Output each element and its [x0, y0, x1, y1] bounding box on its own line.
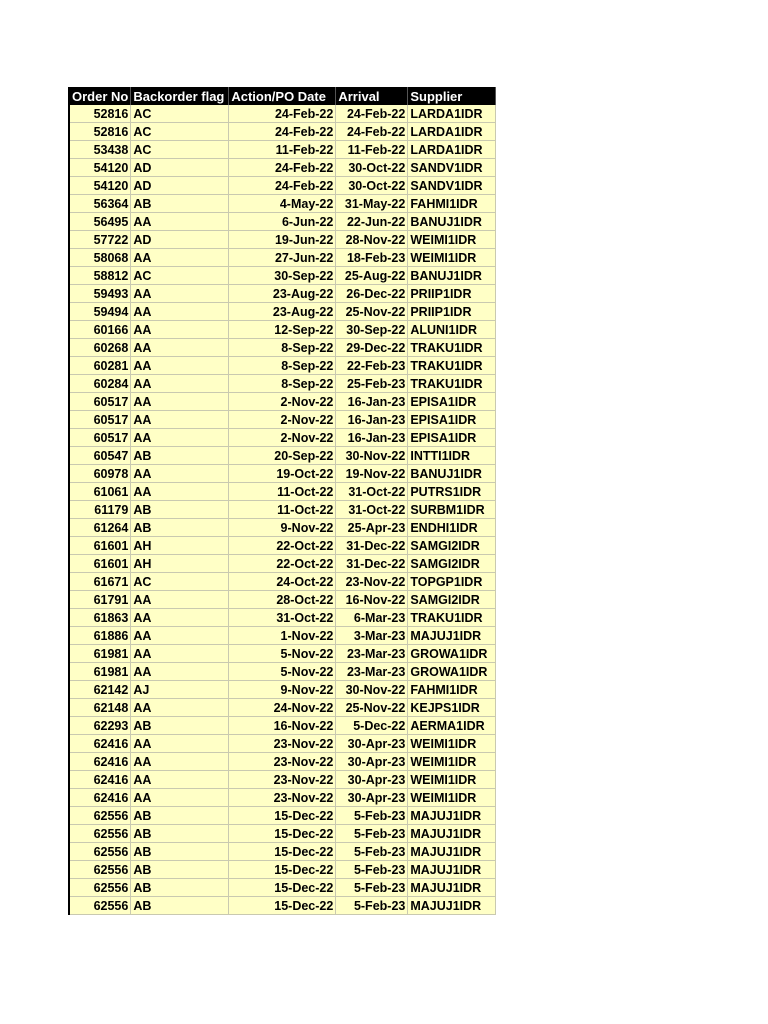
table-row [69, 321, 496, 339]
arrival-cell[interactable]: 31-Dec-22 [336, 555, 408, 573]
arrival-cell[interactable]: 31-Oct-22 [336, 501, 408, 519]
action-po-date-cell[interactable]: 2-Nov-22 [229, 411, 336, 429]
order-no-cell[interactable]: 60166 [69, 321, 131, 339]
arrival-cell[interactable]: 11-Feb-22 [336, 141, 408, 159]
supplier-cell[interactable]: TRAKU1IDR [408, 339, 496, 357]
table-row [69, 537, 496, 555]
backorder-flag-cell[interactable]: AA [131, 249, 229, 267]
backorder-flag-cell[interactable]: AC [131, 105, 229, 123]
action-po-date-cell[interactable]: 6-Jun-22 [229, 213, 336, 231]
table-row [69, 861, 496, 879]
action-po-date-cell[interactable]: 23-Nov-22 [229, 753, 336, 771]
header-row [69, 87, 496, 105]
backorder-flag-cell[interactable]: AA [131, 483, 229, 501]
order-no-cell[interactable]: 62416 [69, 735, 131, 753]
arrival-cell[interactable]: 30-Apr-23 [336, 753, 408, 771]
arrival-cell[interactable]: 23-Mar-23 [336, 645, 408, 663]
supplier-cell[interactable]: EPISA1IDR [408, 393, 496, 411]
action-po-date-cell[interactable]: 15-Dec-22 [229, 807, 336, 825]
supplier-cell[interactable]: MAJUJ1IDR [408, 807, 496, 825]
action-po-date-cell[interactable]: 23-Aug-22 [229, 285, 336, 303]
action-po-date-cell[interactable]: 12-Sep-22 [229, 321, 336, 339]
order-no-cell[interactable]: 62556 [69, 897, 131, 915]
backorder-flag-cell[interactable]: AA [131, 357, 229, 375]
supplier-cell[interactable]: GROWA1IDR [408, 645, 496, 663]
backorder-flag-cell[interactable]: AA [131, 429, 229, 447]
table-row [69, 375, 496, 393]
action-po-date-cell[interactable]: 8-Sep-22 [229, 375, 336, 393]
backorder-flag-cell[interactable]: AB [131, 717, 229, 735]
backorder-flag-cell[interactable]: AA [131, 699, 229, 717]
backorder-flag-cell[interactable]: AB [131, 861, 229, 879]
order-no-cell[interactable]: 61863 [69, 609, 131, 627]
action-po-date-cell[interactable]: 28-Oct-22 [229, 591, 336, 609]
arrival-cell[interactable]: 25-Aug-22 [336, 267, 408, 285]
action-po-date-cell[interactable]: 24-Feb-22 [229, 105, 336, 123]
action-po-date-cell[interactable]: 15-Dec-22 [229, 897, 336, 915]
action-po-date-cell[interactable]: 23-Nov-22 [229, 771, 336, 789]
supplier-cell[interactable]: GROWA1IDR [408, 663, 496, 681]
order-no-cell[interactable]: 52816 [69, 123, 131, 141]
table-row [69, 195, 496, 213]
supplier-cell[interactable]: WEIMI1IDR [408, 231, 496, 249]
order-no-cell[interactable]: 54120 [69, 177, 131, 195]
order-no-cell[interactable]: 62416 [69, 771, 131, 789]
arrival-cell[interactable]: 30-Nov-22 [336, 681, 408, 699]
supplier-cell[interactable]: KEJPS1IDR [408, 699, 496, 717]
supplier-cell[interactable]: MAJUJ1IDR [408, 627, 496, 645]
action-po-date-cell[interactable]: 23-Nov-22 [229, 735, 336, 753]
supplier-cell[interactable]: BANUJ1IDR [408, 465, 496, 483]
supplier-cell[interactable]: TRAKU1IDR [408, 357, 496, 375]
table-row [69, 663, 496, 681]
table-row [69, 141, 496, 159]
arrival-cell[interactable]: 22-Feb-23 [336, 357, 408, 375]
order-no-cell[interactable]: 62416 [69, 753, 131, 771]
table-row [69, 123, 496, 141]
order-no-cell[interactable]: 59494 [69, 303, 131, 321]
arrival-cell[interactable]: 6-Mar-23 [336, 609, 408, 627]
table-row [69, 645, 496, 663]
header-supplier[interactable]: Supplier [408, 87, 496, 105]
backorder-flag-cell[interactable]: AA [131, 645, 229, 663]
supplier-cell[interactable]: SAMGI2IDR [408, 555, 496, 573]
backorder-flag-cell[interactable]: AA [131, 465, 229, 483]
order-no-cell[interactable]: 62148 [69, 699, 131, 717]
arrival-cell[interactable]: 29-Dec-22 [336, 339, 408, 357]
backorder-flag-cell[interactable]: AA [131, 663, 229, 681]
table-row [69, 339, 496, 357]
action-po-date-cell[interactable]: 31-Oct-22 [229, 609, 336, 627]
arrival-cell[interactable]: 30-Apr-23 [336, 771, 408, 789]
arrival-cell[interactable]: 31-Oct-22 [336, 483, 408, 501]
table-row [69, 231, 496, 249]
supplier-cell[interactable]: INTTI1IDR [408, 447, 496, 465]
backorder-flag-cell[interactable]: AA [131, 213, 229, 231]
table-row [69, 699, 496, 717]
table-row [69, 573, 496, 591]
order-no-cell[interactable]: 62556 [69, 861, 131, 879]
backorder-flag-cell[interactable]: AH [131, 537, 229, 555]
table-row [69, 267, 496, 285]
order-no-cell[interactable]: 58068 [69, 249, 131, 267]
backorder-flag-cell[interactable]: AD [131, 231, 229, 249]
table-row [69, 159, 496, 177]
backorder-flag-cell[interactable]: AA [131, 285, 229, 303]
arrival-cell[interactable]: 22-Jun-22 [336, 213, 408, 231]
orders-table [68, 87, 496, 915]
order-no-cell[interactable]: 61886 [69, 627, 131, 645]
arrival-cell[interactable]: 5-Dec-22 [336, 717, 408, 735]
action-po-date-cell[interactable]: 30-Sep-22 [229, 267, 336, 285]
table-row [69, 357, 496, 375]
order-no-cell[interactable]: 57722 [69, 231, 131, 249]
arrival-cell[interactable]: 30-Apr-23 [336, 735, 408, 753]
supplier-cell[interactable]: AERMA1IDR [408, 717, 496, 735]
arrival-cell[interactable]: 25-Apr-23 [336, 519, 408, 537]
action-po-date-cell[interactable]: 15-Dec-22 [229, 861, 336, 879]
supplier-cell[interactable]: TRAKU1IDR [408, 609, 496, 627]
header-order-no[interactable]: Order No [69, 87, 131, 105]
action-po-date-cell[interactable]: 22-Oct-22 [229, 555, 336, 573]
action-po-date-cell[interactable]: 5-Nov-22 [229, 645, 336, 663]
arrival-cell[interactable]: 5-Feb-23 [336, 897, 408, 915]
table-row [69, 627, 496, 645]
order-no-cell[interactable]: 60547 [69, 447, 131, 465]
table-row [69, 753, 496, 771]
supplier-cell[interactable]: FAHMI1IDR [408, 195, 496, 213]
arrival-cell[interactable]: 16-Jan-23 [336, 393, 408, 411]
action-po-date-cell[interactable]: 19-Jun-22 [229, 231, 336, 249]
arrival-cell[interactable]: 23-Mar-23 [336, 663, 408, 681]
table-row [69, 681, 496, 699]
arrival-cell[interactable]: 3-Mar-23 [336, 627, 408, 645]
backorder-flag-cell[interactable]: AB [131, 501, 229, 519]
arrival-cell[interactable]: 31-Dec-22 [336, 537, 408, 555]
backorder-flag-cell[interactable]: AA [131, 771, 229, 789]
table-row [69, 465, 496, 483]
table-row [69, 897, 496, 915]
order-no-cell[interactable]: 60268 [69, 339, 131, 357]
table-row [69, 285, 496, 303]
action-po-date-cell[interactable]: 1-Nov-22 [229, 627, 336, 645]
order-no-cell[interactable]: 61601 [69, 537, 131, 555]
backorder-flag-cell[interactable]: AC [131, 573, 229, 591]
backorder-flag-cell[interactable]: AA [131, 339, 229, 357]
table-row [69, 591, 496, 609]
backorder-flag-cell[interactable]: AA [131, 735, 229, 753]
action-po-date-cell[interactable]: 9-Nov-22 [229, 681, 336, 699]
action-po-date-cell[interactable]: 23-Aug-22 [229, 303, 336, 321]
table-row [69, 519, 496, 537]
supplier-cell[interactable]: PRIIP1IDR [408, 303, 496, 321]
action-po-date-cell[interactable]: 4-May-22 [229, 195, 336, 213]
action-po-date-cell[interactable]: 11-Feb-22 [229, 141, 336, 159]
supplier-cell[interactable]: TRAKU1IDR [408, 375, 496, 393]
table-row [69, 429, 496, 447]
table-body [69, 105, 496, 915]
backorder-flag-cell[interactable]: AA [131, 411, 229, 429]
order-no-cell[interactable]: 61264 [69, 519, 131, 537]
backorder-flag-cell[interactable]: AB [131, 897, 229, 915]
order-no-cell[interactable]: 56495 [69, 213, 131, 231]
action-po-date-cell[interactable]: 5-Nov-22 [229, 663, 336, 681]
action-po-date-cell[interactable]: 24-Oct-22 [229, 573, 336, 591]
backorder-flag-cell[interactable]: AB [131, 447, 229, 465]
table-row [69, 483, 496, 501]
backorder-flag-cell[interactable]: AA [131, 321, 229, 339]
backorder-flag-cell[interactable]: AC [131, 267, 229, 285]
order-no-cell[interactable]: 61791 [69, 591, 131, 609]
supplier-cell[interactable]: EPISA1IDR [408, 429, 496, 447]
arrival-cell[interactable]: 24-Feb-22 [336, 123, 408, 141]
table-row [69, 735, 496, 753]
backorder-flag-cell[interactable]: AA [131, 393, 229, 411]
supplier-cell[interactable]: SAMGI2IDR [408, 591, 496, 609]
table-row [69, 609, 496, 627]
supplier-cell[interactable]: MAJUJ1IDR [408, 843, 496, 861]
arrival-cell[interactable]: 18-Feb-23 [336, 249, 408, 267]
order-no-cell[interactable]: 54120 [69, 159, 131, 177]
order-no-cell[interactable]: 61061 [69, 483, 131, 501]
supplier-cell[interactable]: MAJUJ1IDR [408, 879, 496, 897]
backorder-flag-cell[interactable]: AB [131, 807, 229, 825]
arrival-cell[interactable]: 5-Feb-23 [336, 807, 408, 825]
order-no-cell[interactable]: 56364 [69, 195, 131, 213]
action-po-date-cell[interactable]: 19-Oct-22 [229, 465, 336, 483]
action-po-date-cell[interactable]: 24-Feb-22 [229, 123, 336, 141]
arrival-cell[interactable]: 24-Feb-22 [336, 105, 408, 123]
table-row [69, 105, 496, 123]
order-no-cell[interactable]: 62556 [69, 879, 131, 897]
table-row [69, 213, 496, 231]
table-row [69, 843, 496, 861]
action-po-date-cell[interactable]: 22-Oct-22 [229, 537, 336, 555]
action-po-date-cell[interactable]: 20-Sep-22 [229, 447, 336, 465]
action-po-date-cell[interactable]: 2-Nov-22 [229, 429, 336, 447]
table-row [69, 879, 496, 897]
order-no-cell[interactable]: 61671 [69, 573, 131, 591]
supplier-cell[interactable]: WEIMI1IDR [408, 789, 496, 807]
supplier-cell[interactable]: TOPGP1IDR [408, 573, 496, 591]
table-row [69, 393, 496, 411]
supplier-cell[interactable]: PUTRS1IDR [408, 483, 496, 501]
supplier-cell[interactable]: MAJUJ1IDR [408, 897, 496, 915]
order-no-cell[interactable]: 61601 [69, 555, 131, 573]
action-po-date-cell[interactable]: 15-Dec-22 [229, 825, 336, 843]
order-no-cell[interactable]: 60281 [69, 357, 131, 375]
order-no-cell[interactable]: 59493 [69, 285, 131, 303]
action-po-date-cell[interactable]: 16-Nov-22 [229, 717, 336, 735]
arrival-cell[interactable]: 23-Nov-22 [336, 573, 408, 591]
order-no-cell[interactable]: 58812 [69, 267, 131, 285]
action-po-date-cell[interactable]: 23-Nov-22 [229, 789, 336, 807]
table-row [69, 501, 496, 519]
supplier-cell[interactable]: MAJUJ1IDR [408, 825, 496, 843]
arrival-cell[interactable]: 25-Nov-22 [336, 303, 408, 321]
supplier-cell[interactable]: SAMGI2IDR [408, 537, 496, 555]
arrival-cell[interactable]: 5-Feb-23 [336, 825, 408, 843]
order-no-cell[interactable]: 61981 [69, 663, 131, 681]
arrival-cell[interactable]: 31-May-22 [336, 195, 408, 213]
backorder-flag-cell[interactable]: AD [131, 159, 229, 177]
supplier-cell[interactable]: EPISA1IDR [408, 411, 496, 429]
arrival-cell[interactable]: 30-Apr-23 [336, 789, 408, 807]
backorder-flag-cell[interactable]: AJ [131, 681, 229, 699]
table-row [69, 771, 496, 789]
order-no-cell[interactable]: 60284 [69, 375, 131, 393]
backorder-flag-cell[interactable]: AB [131, 843, 229, 861]
backorder-flag-cell[interactable]: AA [131, 303, 229, 321]
order-no-cell[interactable]: 62556 [69, 807, 131, 825]
backorder-flag-cell[interactable]: AB [131, 825, 229, 843]
arrival-cell[interactable]: 30-Nov-22 [336, 447, 408, 465]
order-no-cell[interactable]: 60517 [69, 429, 131, 447]
action-po-date-cell[interactable]: 24-Nov-22 [229, 699, 336, 717]
supplier-cell[interactable]: MAJUJ1IDR [408, 861, 496, 879]
order-no-cell[interactable]: 61981 [69, 645, 131, 663]
backorder-flag-cell[interactable]: AA [131, 609, 229, 627]
arrival-cell[interactable]: 19-Nov-22 [336, 465, 408, 483]
supplier-cell[interactable]: WEIMI1IDR [408, 771, 496, 789]
arrival-cell[interactable]: 5-Feb-23 [336, 843, 408, 861]
supplier-cell[interactable]: BANUJ1IDR [408, 267, 496, 285]
supplier-cell[interactable]: SANDV1IDR [408, 177, 496, 195]
supplier-cell[interactable]: ENDHI1IDR [408, 519, 496, 537]
backorder-flag-cell[interactable]: AA [131, 789, 229, 807]
backorder-flag-cell[interactable]: AA [131, 591, 229, 609]
action-po-date-cell[interactable]: 11-Oct-22 [229, 501, 336, 519]
order-no-cell[interactable]: 62416 [69, 789, 131, 807]
table-header [69, 87, 496, 105]
supplier-cell[interactable]: LARDA1IDR [408, 141, 496, 159]
action-po-date-cell[interactable]: 24-Feb-22 [229, 177, 336, 195]
backorder-flag-cell[interactable]: AA [131, 627, 229, 645]
arrival-cell[interactable]: 25-Nov-22 [336, 699, 408, 717]
backorder-flag-cell[interactable]: AB [131, 879, 229, 897]
arrival-cell[interactable]: 28-Nov-22 [336, 231, 408, 249]
backorder-flag-cell[interactable]: AD [131, 177, 229, 195]
arrival-cell[interactable]: 30-Oct-22 [336, 177, 408, 195]
header-backorder-flag[interactable]: Backorder flag [131, 87, 229, 105]
backorder-flag-cell[interactable]: AB [131, 519, 229, 537]
order-no-cell[interactable]: 61179 [69, 501, 131, 519]
arrival-cell[interactable]: 5-Feb-23 [336, 861, 408, 879]
supplier-cell[interactable]: SURBM1IDR [408, 501, 496, 519]
header-action-po-date[interactable]: Action/PO Date [229, 87, 336, 105]
header-arrival[interactable]: Arrival [336, 87, 408, 105]
order-no-cell[interactable]: 52816 [69, 105, 131, 123]
backorder-flag-cell[interactable]: AC [131, 141, 229, 159]
order-no-cell[interactable]: 62556 [69, 825, 131, 843]
supplier-cell[interactable]: PRIIP1IDR [408, 285, 496, 303]
table-row [69, 555, 496, 573]
supplier-cell[interactable]: WEIMI1IDR [408, 753, 496, 771]
backorder-flag-cell[interactable]: AA [131, 375, 229, 393]
action-po-date-cell[interactable]: 8-Sep-22 [229, 339, 336, 357]
action-po-date-cell[interactable]: 2-Nov-22 [229, 393, 336, 411]
supplier-cell[interactable]: ALUNI1IDR [408, 321, 496, 339]
action-po-date-cell[interactable]: 27-Jun-22 [229, 249, 336, 267]
supplier-cell[interactable]: LARDA1IDR [408, 105, 496, 123]
action-po-date-cell[interactable]: 8-Sep-22 [229, 357, 336, 375]
supplier-cell[interactable]: SANDV1IDR [408, 159, 496, 177]
table-row [69, 825, 496, 843]
table-row [69, 411, 496, 429]
table-row [69, 177, 496, 195]
supplier-cell[interactable]: WEIMI1IDR [408, 249, 496, 267]
backorder-flag-cell[interactable]: AA [131, 753, 229, 771]
table-row [69, 447, 496, 465]
supplier-cell[interactable]: BANUJ1IDR [408, 213, 496, 231]
table-row [69, 807, 496, 825]
arrival-cell[interactable]: 30-Sep-22 [336, 321, 408, 339]
arrival-cell[interactable]: 25-Feb-23 [336, 375, 408, 393]
supplier-cell[interactable]: WEIMI1IDR [408, 735, 496, 753]
order-no-cell[interactable]: 60978 [69, 465, 131, 483]
supplier-cell[interactable]: FAHMI1IDR [408, 681, 496, 699]
table-row [69, 717, 496, 735]
order-no-cell[interactable]: 62556 [69, 843, 131, 861]
arrival-cell[interactable]: 16-Nov-22 [336, 591, 408, 609]
order-no-cell[interactable]: 62142 [69, 681, 131, 699]
action-po-date-cell[interactable]: 11-Oct-22 [229, 483, 336, 501]
arrival-cell[interactable]: 26-Dec-22 [336, 285, 408, 303]
table-row [69, 303, 496, 321]
supplier-cell[interactable]: LARDA1IDR [408, 123, 496, 141]
action-po-date-cell[interactable]: 15-Dec-22 [229, 843, 336, 861]
order-no-cell[interactable]: 60517 [69, 393, 131, 411]
order-no-cell[interactable]: 53438 [69, 141, 131, 159]
table-row [69, 249, 496, 267]
backorder-flag-cell[interactable]: AC [131, 123, 229, 141]
action-po-date-cell[interactable]: 24-Feb-22 [229, 159, 336, 177]
table-row [69, 789, 496, 807]
arrival-cell[interactable]: 16-Jan-23 [336, 429, 408, 447]
order-no-cell[interactable]: 60517 [69, 411, 131, 429]
arrival-cell[interactable]: 16-Jan-23 [336, 411, 408, 429]
action-po-date-cell[interactable]: 15-Dec-22 [229, 879, 336, 897]
backorder-flag-cell[interactable]: AH [131, 555, 229, 573]
action-po-date-cell[interactable]: 9-Nov-22 [229, 519, 336, 537]
arrival-cell[interactable]: 30-Oct-22 [336, 159, 408, 177]
order-no-cell[interactable]: 62293 [69, 717, 131, 735]
backorder-flag-cell[interactable]: AB [131, 195, 229, 213]
arrival-cell[interactable]: 5-Feb-23 [336, 879, 408, 897]
